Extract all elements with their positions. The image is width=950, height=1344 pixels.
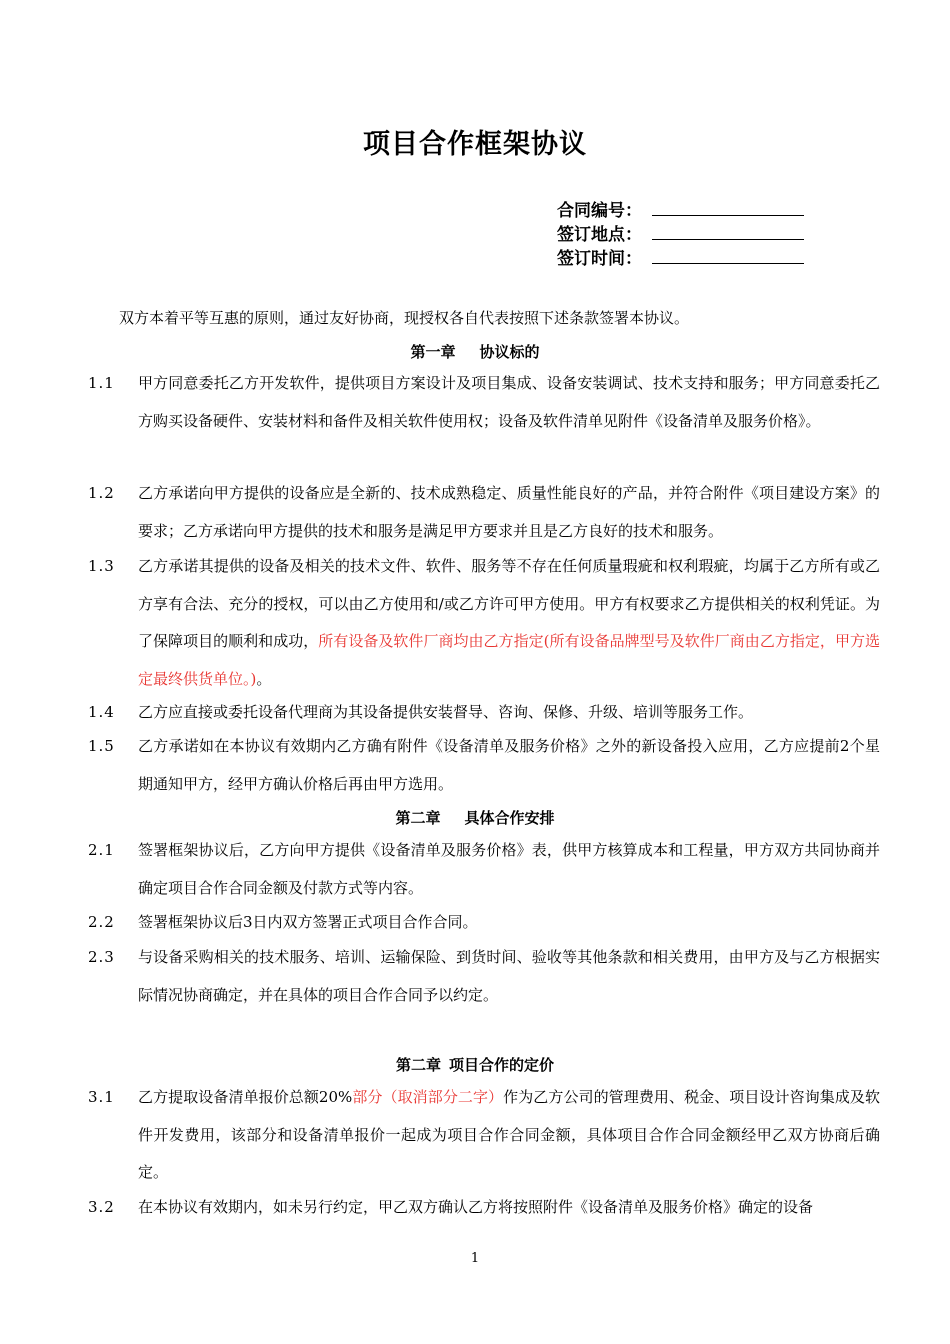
- contract-number-field: [557, 196, 817, 222]
- signing-date-blank: [652, 263, 804, 264]
- revision-note: 部分（取消部分二字）: [352, 1088, 504, 1106]
- signing-place-blank: [652, 239, 804, 240]
- chapter-heading-1: [0, 341, 950, 362]
- signing-place-label: 签订地点：: [557, 225, 642, 245]
- clause-text: 甲方同意委托乙方开发软件，提供项目方案设计及项目集成、设备安装调试、技术支持和服务；甲方同意委托乙方购买设备硬件、安装材料和备件及相关软件使用权；设备及软件清单见附件《设备清单及服务价格》。: [138, 374, 880, 430]
- clause-number: 1.4: [88, 703, 115, 721]
- chapter-number: 第一章: [410, 343, 456, 361]
- page-number: 1: [470, 1251, 480, 1266]
- clause-text: 乙方应直接或委托设备代理商为其设备提供安装督导、咨询、保修、升级、培训等服务工作。: [138, 703, 754, 721]
- chapter-title: 协议标的: [479, 343, 540, 361]
- clause-text: 签署框架协议后3日内双方签署正式项目合作合同。: [138, 913, 478, 931]
- contract-number-label: 合同编号：: [557, 201, 642, 221]
- contract-number-blank: [652, 215, 804, 216]
- chapter-number: 第二章: [395, 809, 441, 827]
- chapter-number: 第二章: [395, 1056, 441, 1074]
- clause-text-tail: 作为乙方公司的管理费用、税金、项目设计咨询集成及软件开发费用，该部分和设备清单报价一起成为项目合作合同金额，具体项目合作合同金额经甲乙双方协商后确定。: [138, 1088, 880, 1181]
- clause-number: 1.3: [88, 557, 115, 575]
- clause-text: [138, 548, 880, 698]
- clause-number: 1.1: [88, 374, 115, 392]
- clause-text: [138, 1079, 880, 1192]
- clause-text: 在本协议有效期内，如未另行约定，甲乙双方确认乙方将按照附件《设备清单及服务价格》确定的设备: [138, 1198, 814, 1216]
- clause-number: 2.1: [88, 841, 115, 859]
- chapter-title: 具体合作安排: [464, 809, 555, 827]
- clause-number: 3.1: [88, 1088, 115, 1106]
- signing-date-label: 签订时间：: [557, 249, 642, 269]
- clause-text-tail: 。: [256, 669, 272, 688]
- clause-number: 2.2: [88, 913, 115, 931]
- chapter-heading-3: [0, 1054, 950, 1075]
- clause-text: 与设备采购相关的技术服务、培训、运输保险、到货时间、验收等其他条款和相关费用，由甲方及与乙方根据实际情况协商确定，并在具体的项目合作合同予以约定。: [138, 948, 880, 1004]
- intro-paragraph: 双方本着平等互惠的原则，通过友好协商，现授权各自代表按照下述条款签署本协议。: [119, 309, 690, 327]
- clause-text-main: 乙方承诺其提供的设备及相关的技术文件、软件、服务等不存在任何质量瑕疵和权利瑕疵，均属于乙方所有或乙方享有合法、充分的授权，可以由乙方使用和/或乙方许可甲方使用。甲方有权要求乙方提供相关的权利凭证。为了保障项目的顺利和成功，: [138, 557, 880, 650]
- clause-number: 1.2: [88, 484, 115, 502]
- signing-place-field: [557, 220, 817, 246]
- clause-text: 乙方承诺向甲方提供的设备应是全新的、技术成熟稳定、质量性能良好的产品，并符合附件《项目建设方案》的要求；乙方承诺向甲方提供的技术和服务是满足甲方要求并且是乙方良好的技术和服务。: [138, 484, 880, 540]
- clause-number: 1.5: [88, 737, 115, 755]
- clause-text: 签署框架协议后，乙方向甲方提供《设备清单及服务价格》表，供甲方核算成本和工程量，甲方双方共同协商并确定项目合作合同金额及付款方式等内容。: [138, 841, 880, 897]
- clause-number: 3.2: [88, 1198, 115, 1216]
- signing-date-field: [557, 244, 817, 270]
- clause-number: 2.3: [88, 948, 115, 966]
- document-title: 项目合作框架协议: [363, 129, 587, 160]
- chapter-heading-2: [0, 807, 950, 828]
- chapter-title: 项目合作的定价: [449, 1056, 555, 1074]
- clause-text: 乙方承诺如在本协议有效期内乙方确有附件《设备清单及服务价格》之外的新设备投入应用，乙方应提前2个星期通知甲方，经甲方确认价格后再由甲方选用。: [138, 737, 880, 793]
- revision-note: 所有设备及软件厂商均由乙方指定(所有设备品牌型号及软件厂商由乙方指定，甲方选定最终供货单位。): [138, 632, 880, 688]
- clause-text-main: 乙方提取设备清单报价总额20%: [138, 1088, 353, 1106]
